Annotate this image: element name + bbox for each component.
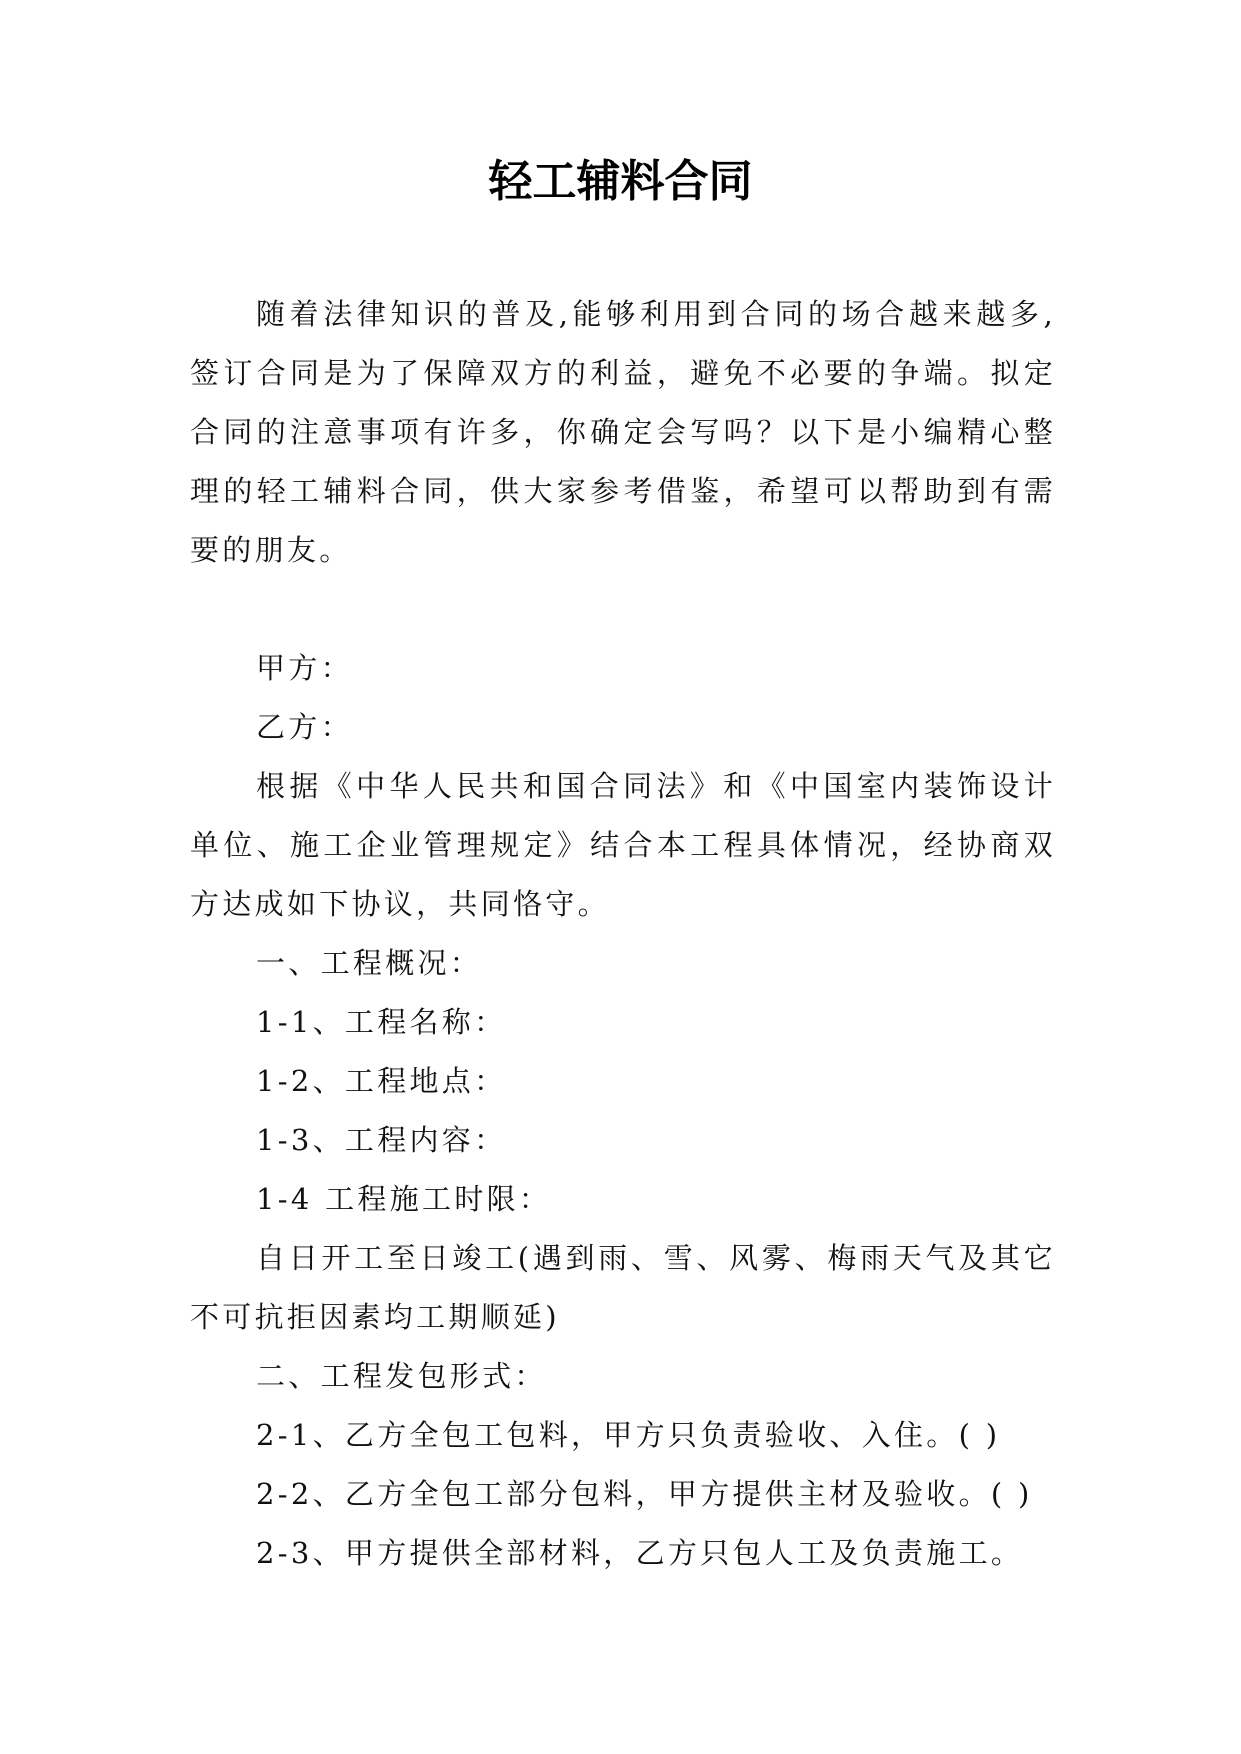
clause-1-4: 1-4 工程施工时限：	[256, 1182, 552, 1216]
document-body	[190, 285, 1056, 1583]
clause-1-1: 1-1、工程名称：	[256, 1005, 507, 1039]
party-a-line: 甲方：	[256, 651, 353, 685]
clause-2-1: 2-1、乙方全包工包料，甲方只负责验收、入住。( )	[256, 1418, 1001, 1452]
clause-1-2: 1-2、工程地点：	[256, 1064, 507, 1098]
clause-1-3: 1-3、工程内容：	[256, 1123, 507, 1157]
party-b-line: 乙方：	[256, 710, 353, 744]
section-2-heading: 二、工程发包形式：	[256, 1359, 547, 1393]
schedule-paragraph: 自日开工至日竣工(遇到雨、雪、风雾、梅雨天气及其它不可抗拒因素均工期顺延)	[190, 1241, 1056, 1334]
document-title: 轻工辅料合同	[488, 156, 753, 207]
section-1-heading: 一、工程概况：	[256, 946, 483, 980]
legal-basis-paragraph: 根据《中华人民共和国合同法》和《中国室内装饰设计单位、施工企业管理规定》结合本工程具体情况，经协商双方达成如下协议，共同恪守。	[190, 769, 1056, 921]
intro-paragraph: 随着法律知识的普及,能够利用到合同的场合越来越多,签订合同是为了保障双方的利益，避免不必要的争端。拟定合同的注意事项有许多，你确定会写吗？以下是小编精心整理的轻工辅料合同，供大家参考借鉴，希望可以帮助到有需要的朋友。	[190, 297, 1056, 567]
clause-2-3: 2-3、甲方提供全部材料，乙方只包人工及负责施工。	[256, 1536, 1024, 1570]
clause-2-2: 2-2、乙方全包工部分包料，甲方提供主材及验收。( )	[256, 1477, 1033, 1511]
